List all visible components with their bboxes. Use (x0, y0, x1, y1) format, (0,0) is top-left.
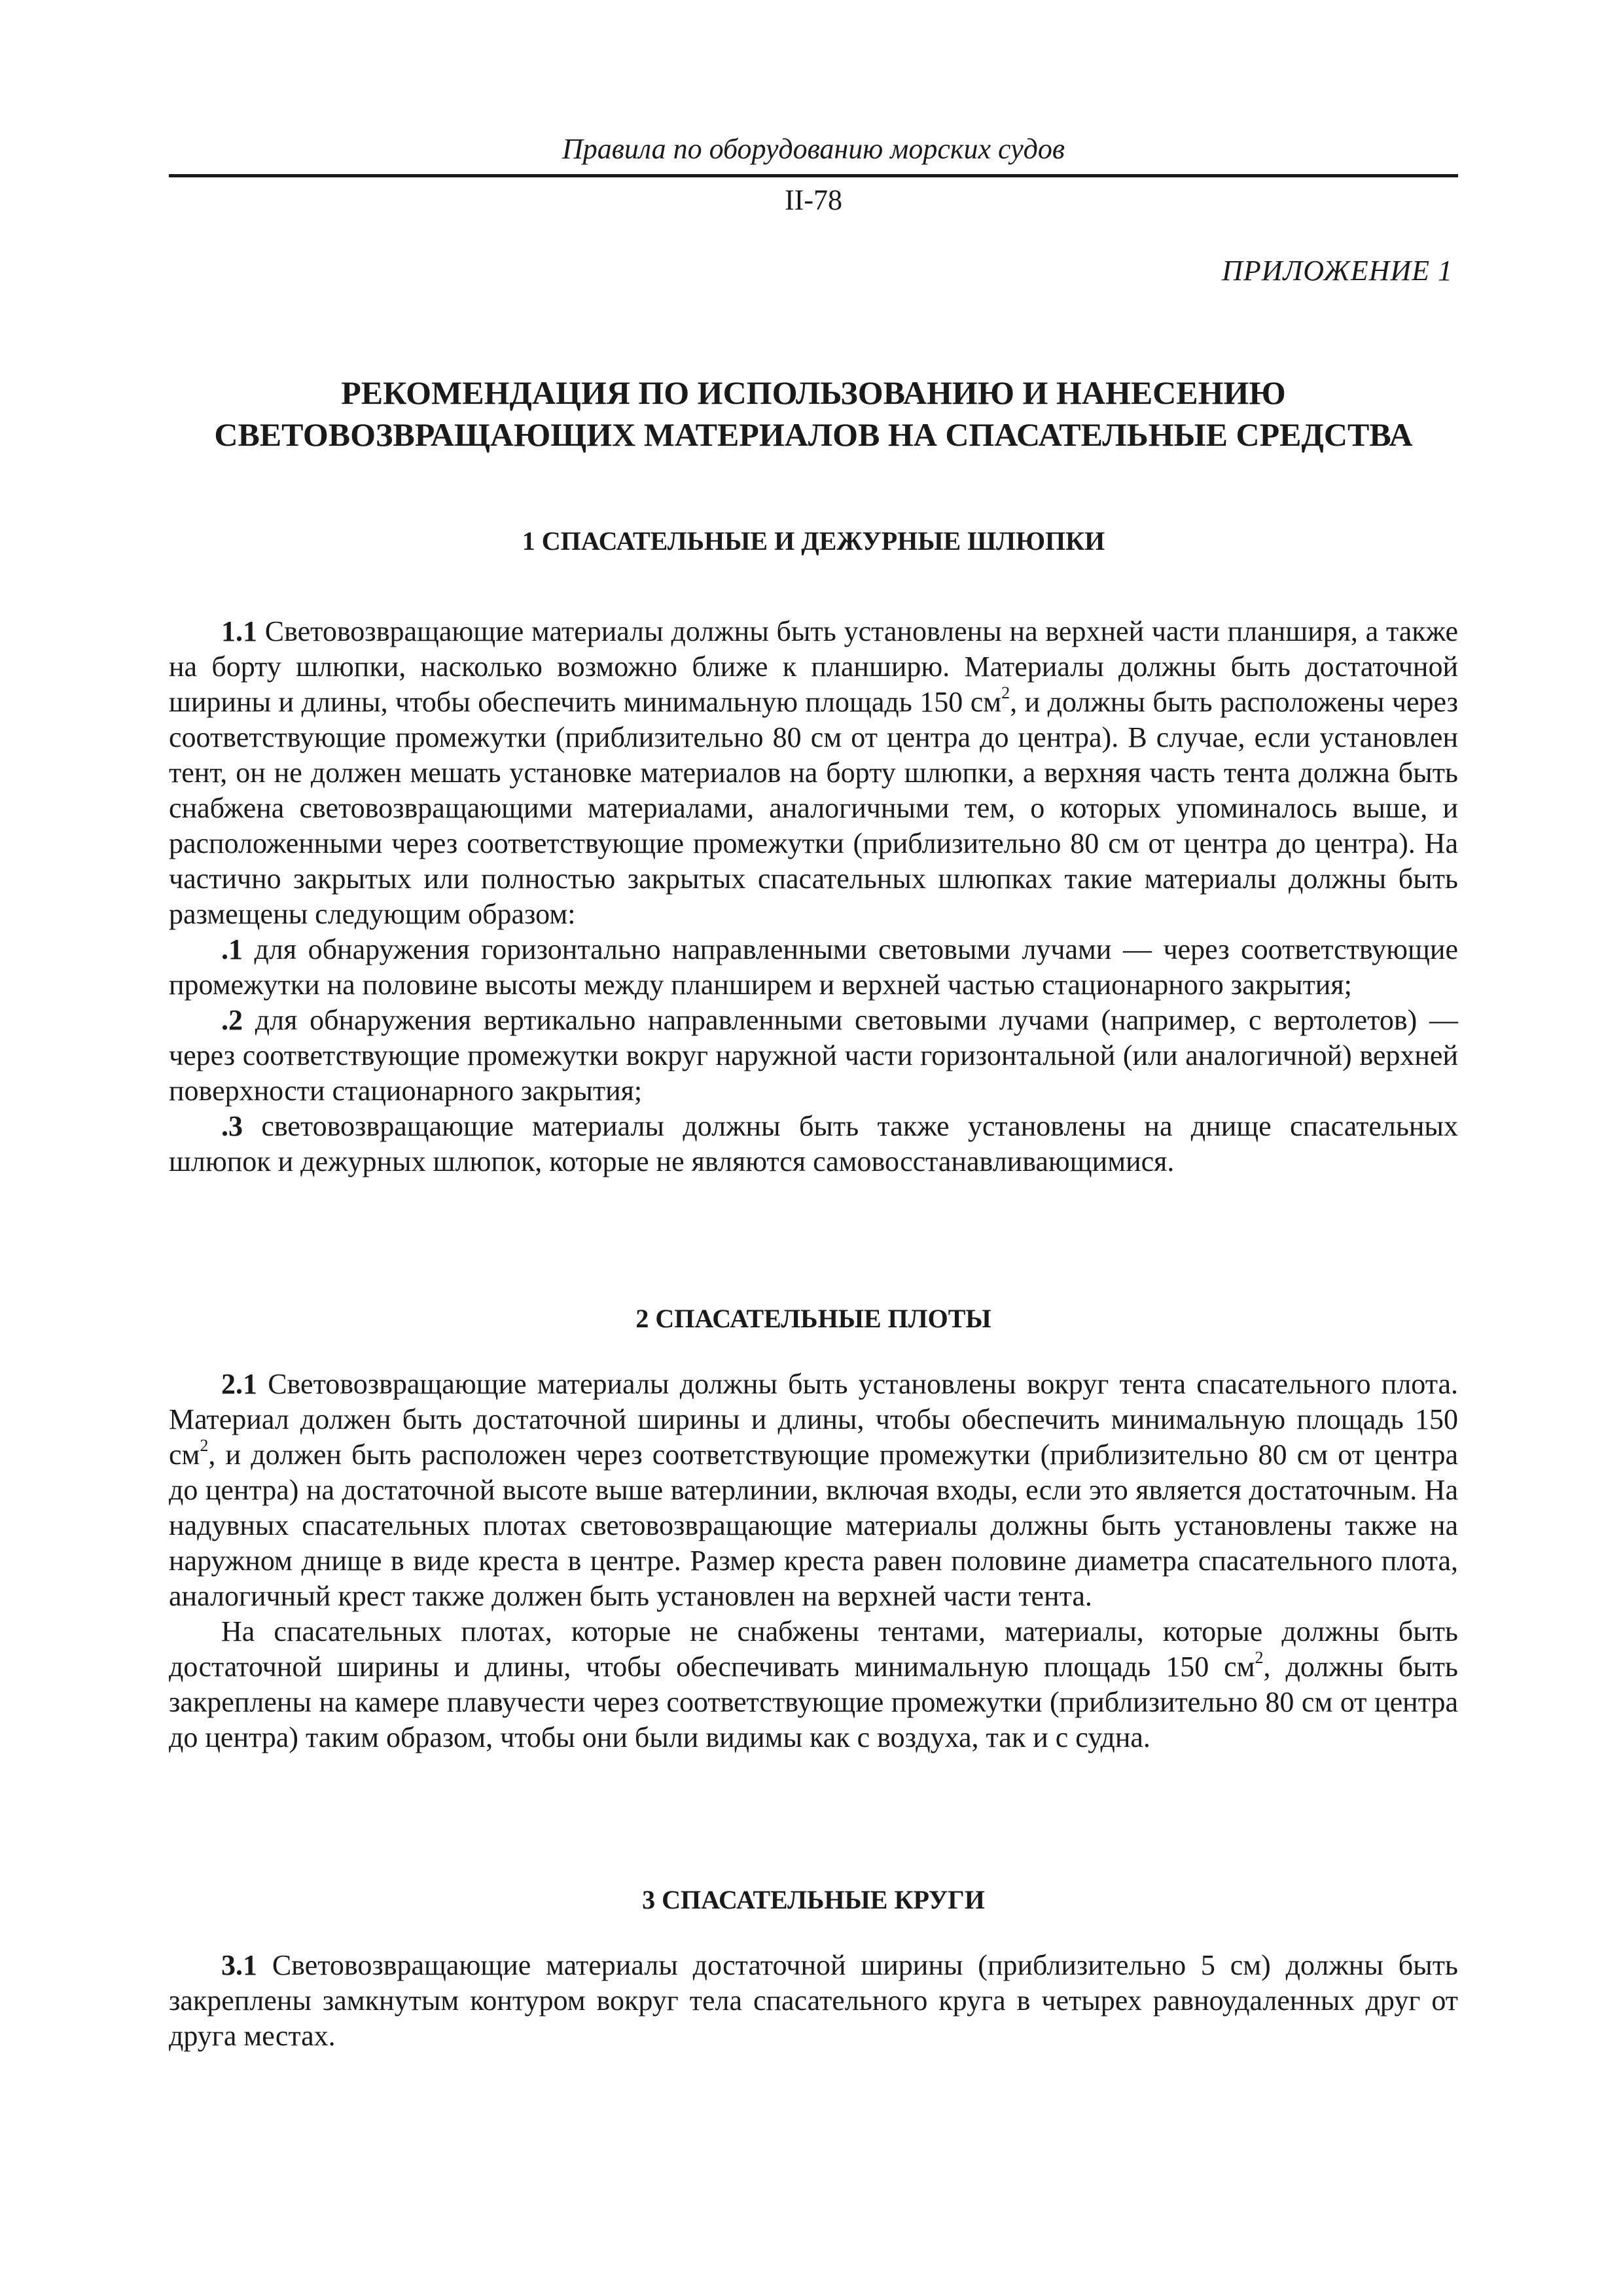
header-divider (169, 174, 1458, 177)
section-2-heading: 2 СПАСАТЕЛЬНЫЕ ПЛОТЫ (635, 1304, 991, 1333)
paragraph-number: 1.1 (221, 615, 257, 647)
appendix-label: ПРИЛОЖЕНИЕ 1 (1222, 255, 1453, 287)
paragraph-text: Световозвращающие материалы должны быть установлены на верхней части планширя, а также на борту шлюпки, насколько возможно ближе к планширю. Материалы должны быть достаточной ширины и длины, чтобы обеспечить минимальную площадь 150 см (169, 615, 1458, 718)
item-number: .2 (221, 1004, 243, 1036)
document-title (169, 372, 1458, 456)
paragraph-text: , и должны быть расположены через соответствующие промежутки (приблизительно 80 см от центра до центра). В случае, если установлен тент, он не должен мешать установке материалов на борту шлюпки, а верхняя часть тента должна быть снабжена световозвращающими материалами, аналогичными тем, о которых упоминалось выше, и расположенными через соответствующие промежутки (приблизительно 80 см от центра до центра). На частично закрытых или полностью закрытых спасательных шлюпках такие материалы должны быть размещены следующим образом: (169, 686, 1458, 930)
item-text: световозвращающие материалы должны быть также установлены на днище спасательных шлюпок и дежурных шлюпок, которые не являются самовосстанавливающимися. (169, 1110, 1458, 1177)
document-title-line-2: СВЕТОВОЗВРАЩАЮЩИХ МАТЕРИАЛОВ НА СПАСАТЕЛЬНЫЕ СРЕДСТВА (214, 416, 1413, 453)
item-number: .3 (221, 1110, 243, 1142)
paragraph-2-1 (169, 1367, 1458, 1614)
paragraph-2-2 (169, 1614, 1458, 1755)
item-text: для обнаружения вертикально направленными световыми лучами (например, с вертолетов) — через соответствующие промежутки вокруг наружной части горизонтальной (или аналогичной) верхней поверхности стационарного закрытия; (169, 1004, 1458, 1107)
section-1-body (169, 614, 1458, 1179)
paragraph-number: 3.1 (221, 1949, 257, 1981)
list-item-2 (169, 1003, 1458, 1109)
superscript: 2 (200, 1436, 209, 1456)
running-header-title: Правила по оборудованию морских судов (562, 133, 1065, 165)
paragraph-number: 2.1 (221, 1368, 257, 1400)
section-1-heading: 1 СПАСАТЕЛЬНЫЕ И ДЕЖУРНЫЕ ШЛЮПКИ (522, 526, 1105, 556)
paragraph-text: Световозвращающие материалы должны быть установлены вокруг тента спасательного плота. Материал должен быть достаточной ширины и длины, чтобы обеспечить минимальную площадь 150 см (169, 1368, 1458, 1471)
paragraph-text: Световозвращающие материалы достаточной ширины (приблизительно 5 см) должны быть закреплены замкнутым контуром вокруг тела спасательного круга в четырех равноудаленных друг от друга местах. (169, 1949, 1458, 2052)
list-item-3 (169, 1109, 1458, 1179)
paragraph-text: , и должен быть расположен через соответствующие промежутки (приблизительно 80 см от центра до центра) на достаточной высоте выше ватерлинии, включая входы, если это является достаточным. На надувных спасательных плотах световозвращающие материалы должны быть установлены также на наружном днище в виде креста в центре. Размер креста равен половине диаметра спасательного плота, аналогичный крест также должен быть установлен на верхней части тента. (169, 1439, 1458, 1612)
item-text: для обнаружения горизонтально направленными световыми лучами — через соответствующие промежутки на половине высоты между планширем и верхней частью стационарного закрытия; (169, 933, 1458, 1001)
paragraph-3-1 (169, 1948, 1458, 2054)
section-3-heading: 3 СПАСАТЕЛЬНЫЕ КРУГИ (642, 1885, 985, 1914)
item-number: .1 (221, 933, 243, 965)
document-title-line-1: РЕКОМЕНДАЦИЯ ПО ИСПОЛЬЗОВАНИЮ И НАНЕСЕНИЮ (341, 374, 1286, 411)
paragraph-1-1 (169, 614, 1458, 932)
paragraph-text: На спасательных плотах, которые не снабжены тентами, материалы, которые должны быть достаточной ширины и длины, чтобы обеспечивать минимальную площадь 150 см (169, 1615, 1458, 1683)
section-3-heading-block (169, 1882, 1458, 1918)
section-1-heading-block (169, 524, 1458, 559)
superscript: 2 (1001, 683, 1010, 703)
section-3-body (169, 1948, 1458, 2054)
superscript: 2 (1255, 1648, 1264, 1668)
paragraph-text: , должны быть закреплены на камере плавучести через соответствующие промежутки (приблизительно 80 см от центра до центра) таким образом, чтобы они были видимы как с воздуха, так и с судна. (169, 1651, 1458, 1753)
section-2-body (169, 1367, 1458, 1755)
list-item-1 (169, 932, 1458, 1003)
page-number: II-78 (785, 184, 842, 216)
section-2-heading-block (169, 1301, 1458, 1336)
